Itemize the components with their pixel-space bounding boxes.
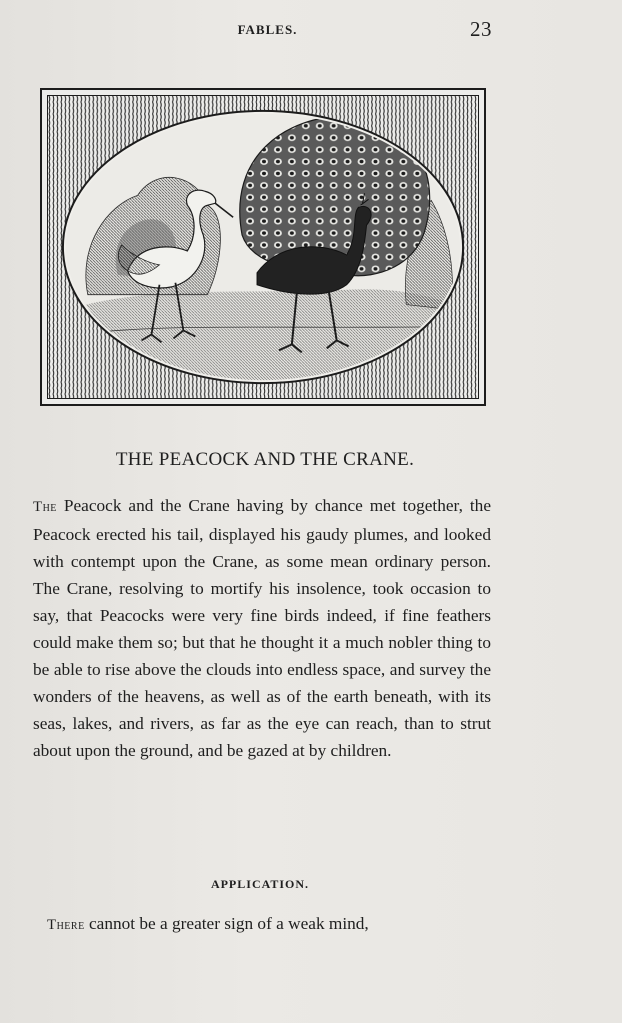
application-body-text: cannot be a greater sign of a weak mind, [84,914,369,933]
running-title: FABLES. [237,22,298,37]
peacock-crane-illustration [47,95,479,399]
application-dropcap-word: There [47,917,85,933]
application-heading: APPLICATION. [210,877,310,891]
fable-body-text: Peacock and the Crane having by chance met together, the Peacock erected his tail, displayed his gaudy plumes, and looked with contempt upon the Crane, as some mean ordinary person. The Crane, resolving to mortify his insolence, took occasion to say, that Peacocks were very fine birds indeed, if fine feathers could make them so; but that he thought it a much nobler thing to be able to rise above the clouds into endless space, and survey the wonders of the heavens, as well as of the earth beneath, with its seas, lakes, and rivers, as far as the eye can reach, than to strut about upon the ground, and be gazed at by children. [33,496,491,760]
fable-title: THE PEACOCK AND THE CRANE. [115,449,415,470]
page-number: 23 [470,17,492,41]
fable-dropcap-word: The [33,499,57,515]
engraving-plate [40,88,486,406]
fable-body [33,492,491,764]
application-body [47,910,491,939]
